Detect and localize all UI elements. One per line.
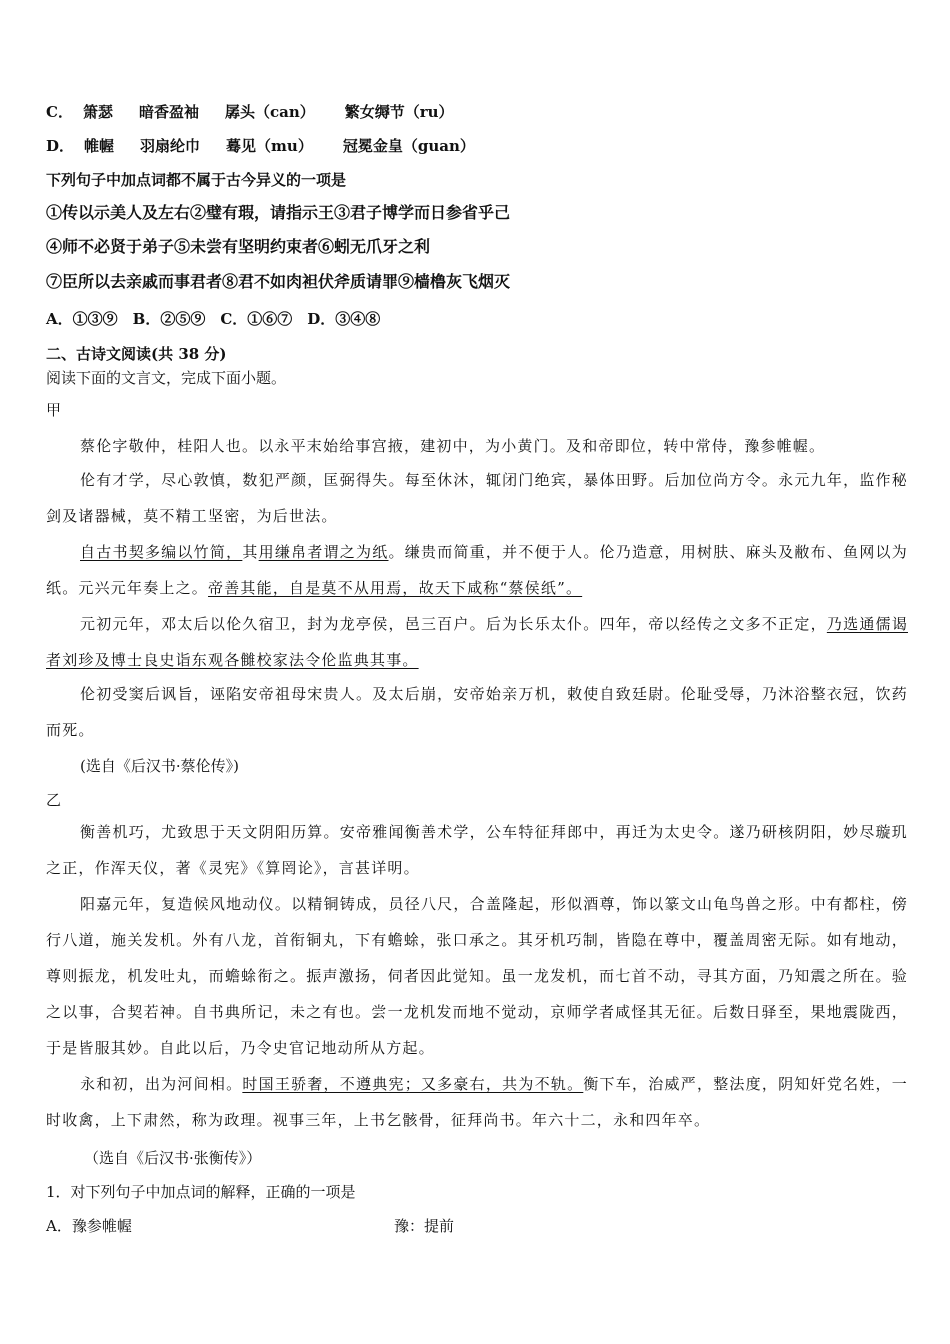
instruction: 阅读下面的文言文，完成下面小题。: [46, 369, 287, 387]
jia-paragraph-1: 蔡伦字敬仲，桂阳人也。以永平末始给事宫掖，建初中，为小黄门。及和帝即位，转中常侍，豫参帷幄。: [80, 437, 826, 455]
option-c-item-4: 繁女缛节（ru）: [344, 103, 454, 121]
question-answers: A．①③⑨ B．②⑤⑨ C．①⑥⑦ D．③④⑧: [46, 310, 381, 328]
question-stem: 下列句子中加点词都不属于古今异义的一项是: [46, 171, 347, 189]
underlined-sentence: 乃选通儒谒者刘珍及博士良史诣东观各雠校家法令伦监典其事。: [46, 615, 908, 669]
underlined-sentence: 时国王骄奢，不遵典宪；又多豪右，共为不轨。: [242, 1075, 584, 1093]
passage-jia-label: 甲: [46, 401, 62, 419]
option-d-item-4: 冠冕金皇（guan）: [342, 137, 475, 155]
option-c-item-2: 暗香盈袖: [138, 103, 199, 121]
jia-source: (选自《后汉书·蔡伦传》): [80, 757, 239, 775]
yi-paragraph-2: 阳嘉元年，复造候风地动仪。以精铜铸成，员径八尺，合盖隆起，形似酒尊，饰以篆文山龟鸟兽之形。中有都柱，傍行八道，施关发机。外有八龙，首衔铜丸，下有蟾蜍，张口承之。其牙机巧制，皆隐在尊中，覆盖周密无际。如有地动，尊则振龙，机发吐丸，而蟾蜍衔之。振声激扬，伺者因此觉知。虽一龙发机，而七首不动，寻其方面，乃知震之所在。验之以事，合契若神。自书典所记，未之有也。尝一龙机发而地不觉动，京师学者咸怪其无征。后数日驿至，果地震陇西，于是皆服其妙。自此以后，乃令史官记地动所从方起。: [46, 895, 908, 1057]
option-d-item-3: 蓦见（mu）: [226, 137, 313, 155]
yi-paragraph-3: [46, 1066, 908, 1138]
option-c-item-1: 箫瑟: [82, 103, 113, 121]
underlined-sentence: 帝善其能，自是莫不从用焉，故天下咸称“蔡侯纸”。: [208, 579, 583, 597]
question-line-1: ①传以示美人及左右②璧有瑕，请指示王③君子博学而日参省乎己: [46, 203, 511, 222]
yi-paragraph-1: 衡善机巧，尤致思于天文阴阳历算。安帝雅闻衡善术学，公车特征拜郎中，再迁为太史令。遂乃研核阴阳，妙尽璇玑之正，作浑天仪，著《灵宪》《算罔论》，言甚详明。: [46, 823, 908, 877]
option-d-item-2: 羽扇纶巾: [140, 137, 201, 155]
underlined-sentence: 自古书契多编以竹简，: [80, 543, 243, 561]
jia-paragraph-3: [46, 534, 908, 606]
question-line-2: ④师不必贤于弟子⑤未尝有坚明约束者⑥蚓无爪牙之利: [46, 237, 431, 256]
section-title: 二、古诗文阅读(共 38 分): [46, 345, 227, 363]
passage-yi-label: 乙: [46, 791, 62, 809]
text-span: 永和初，出为河间相。: [80, 1075, 243, 1093]
option-d-item-1: 帷幄: [84, 137, 115, 155]
option-c-item-3: 孱头（can）: [224, 103, 315, 121]
option-d-label: D．: [46, 137, 75, 155]
option-c-row: [46, 102, 454, 122]
question-1-stem: 1．对下列句子中加点词的解释，正确的一项是: [46, 1183, 356, 1201]
jia-paragraph-2: 伦有才学，尽心敦慎，数犯严颜，匡弼得失。每至休沐，辄闭门绝宾，暴体田野。后加位尚方令。永元九年，监作秘剑及诸器械，莫不精工坚密，为后世法。: [46, 471, 908, 525]
text-span: 。缣贵而简重，并不便于人。伦乃造意，用树肤、麻头及敝布、鱼网以为纸。元兴元年奏上之。: [46, 543, 908, 597]
text-span: 衡下车，治威严，整法度，阴知奸党名姓，一时收禽，上下肃然，称为政理。视事三年，上书乞骸骨，征拜尚书。年六十二，永和四年卒。: [46, 1075, 908, 1129]
question-1-option-a: A．豫参帷幄: [46, 1217, 132, 1235]
jia-paragraph-5: 伦初受窦后讽旨，诬陷安帝祖母宋贵人。及太后崩，安帝始亲万机，敕使自致廷尉。伦耻受辱，乃沐浴整衣冠，饮药而死。: [46, 685, 908, 739]
question-line-3: ⑦臣所以去亲戚而事君者⑧君不如肉袒伏斧质请罪⑨樯橹灰飞烟灭: [46, 272, 511, 291]
text-span: 元初元年，邓太后以伦久宿卫，封为龙亭侯，邑三百户。后为长乐太仆。四年，帝以经传之文多不正定，: [80, 615, 827, 633]
underlined-sentence: 用缣帛者谓之为纸: [258, 543, 389, 561]
text-span: 其: [242, 543, 259, 561]
option-c-label: C．: [46, 103, 73, 121]
question-1-option-a-gloss: 豫：提前: [394, 1217, 455, 1235]
option-d-row: [46, 136, 475, 156]
jia-paragraph-4: [46, 606, 908, 678]
yi-source: （选自《后汉书·张衡传》）: [84, 1149, 262, 1167]
